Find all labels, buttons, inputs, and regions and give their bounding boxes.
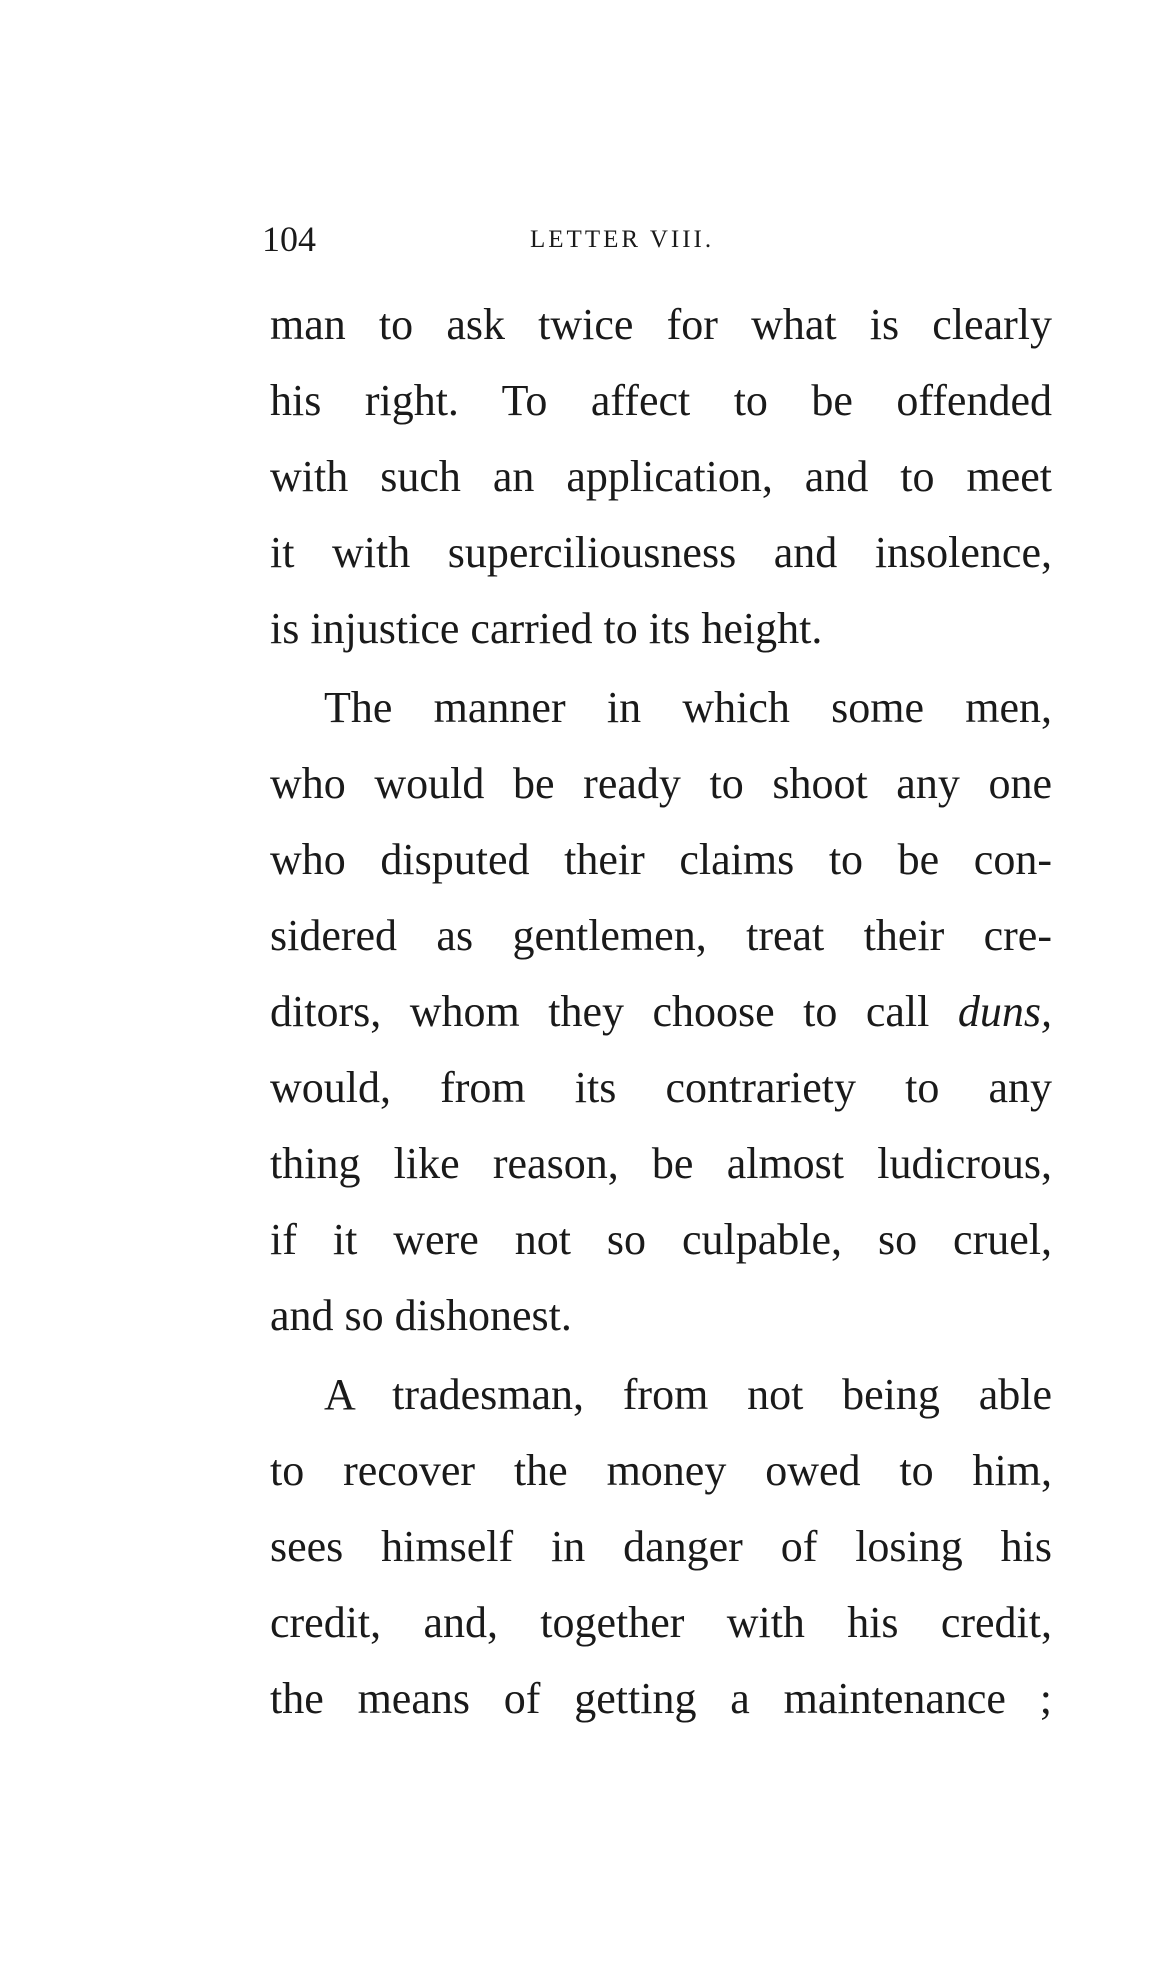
text-line: sidered as gentlemen, treat their cre- xyxy=(270,911,1052,960)
text-line: if it were not so culpable, so cruel, xyxy=(270,1215,1052,1264)
text-line: his right. To affect to be offended xyxy=(270,376,1052,425)
text-line: is injustice carried to its height. xyxy=(270,604,823,653)
text-line: who would be ready to shoot any one xyxy=(270,759,1052,808)
paragraph-first-line: A tradesman, from not being able xyxy=(324,1370,1052,1419)
text-line: sees himself in danger of losing his xyxy=(270,1522,1052,1571)
text-line: man to ask twice for what is clearly xyxy=(270,300,1052,349)
text-line: who disputed their claims to be con- xyxy=(270,835,1052,884)
text-line: would, from its contrariety to any xyxy=(270,1063,1052,1112)
paragraph-first-line: The manner in which some men, xyxy=(324,683,1052,732)
text-line: credit, and, together with his credit, xyxy=(270,1598,1052,1647)
text-line xyxy=(270,987,1052,1037)
text-line: to recover the money owed to him, xyxy=(270,1446,1052,1495)
text-line: the means of getting a maintenance ; xyxy=(270,1674,1052,1723)
italic-word: duns, xyxy=(957,987,1052,1036)
text-line: thing like reason, be almost ludicrous, xyxy=(270,1139,1052,1188)
page-header xyxy=(262,218,1062,268)
text-segment: ditors, whom they choose to call xyxy=(270,987,958,1036)
text-line: with such an application, and to meet xyxy=(270,452,1052,501)
running-head: LETTER VIII. xyxy=(530,226,715,253)
text-line: it with superciliousness and insolence, xyxy=(270,528,1052,577)
text-line: and so dishonest. xyxy=(270,1291,572,1340)
page-number: 104 xyxy=(262,219,316,259)
